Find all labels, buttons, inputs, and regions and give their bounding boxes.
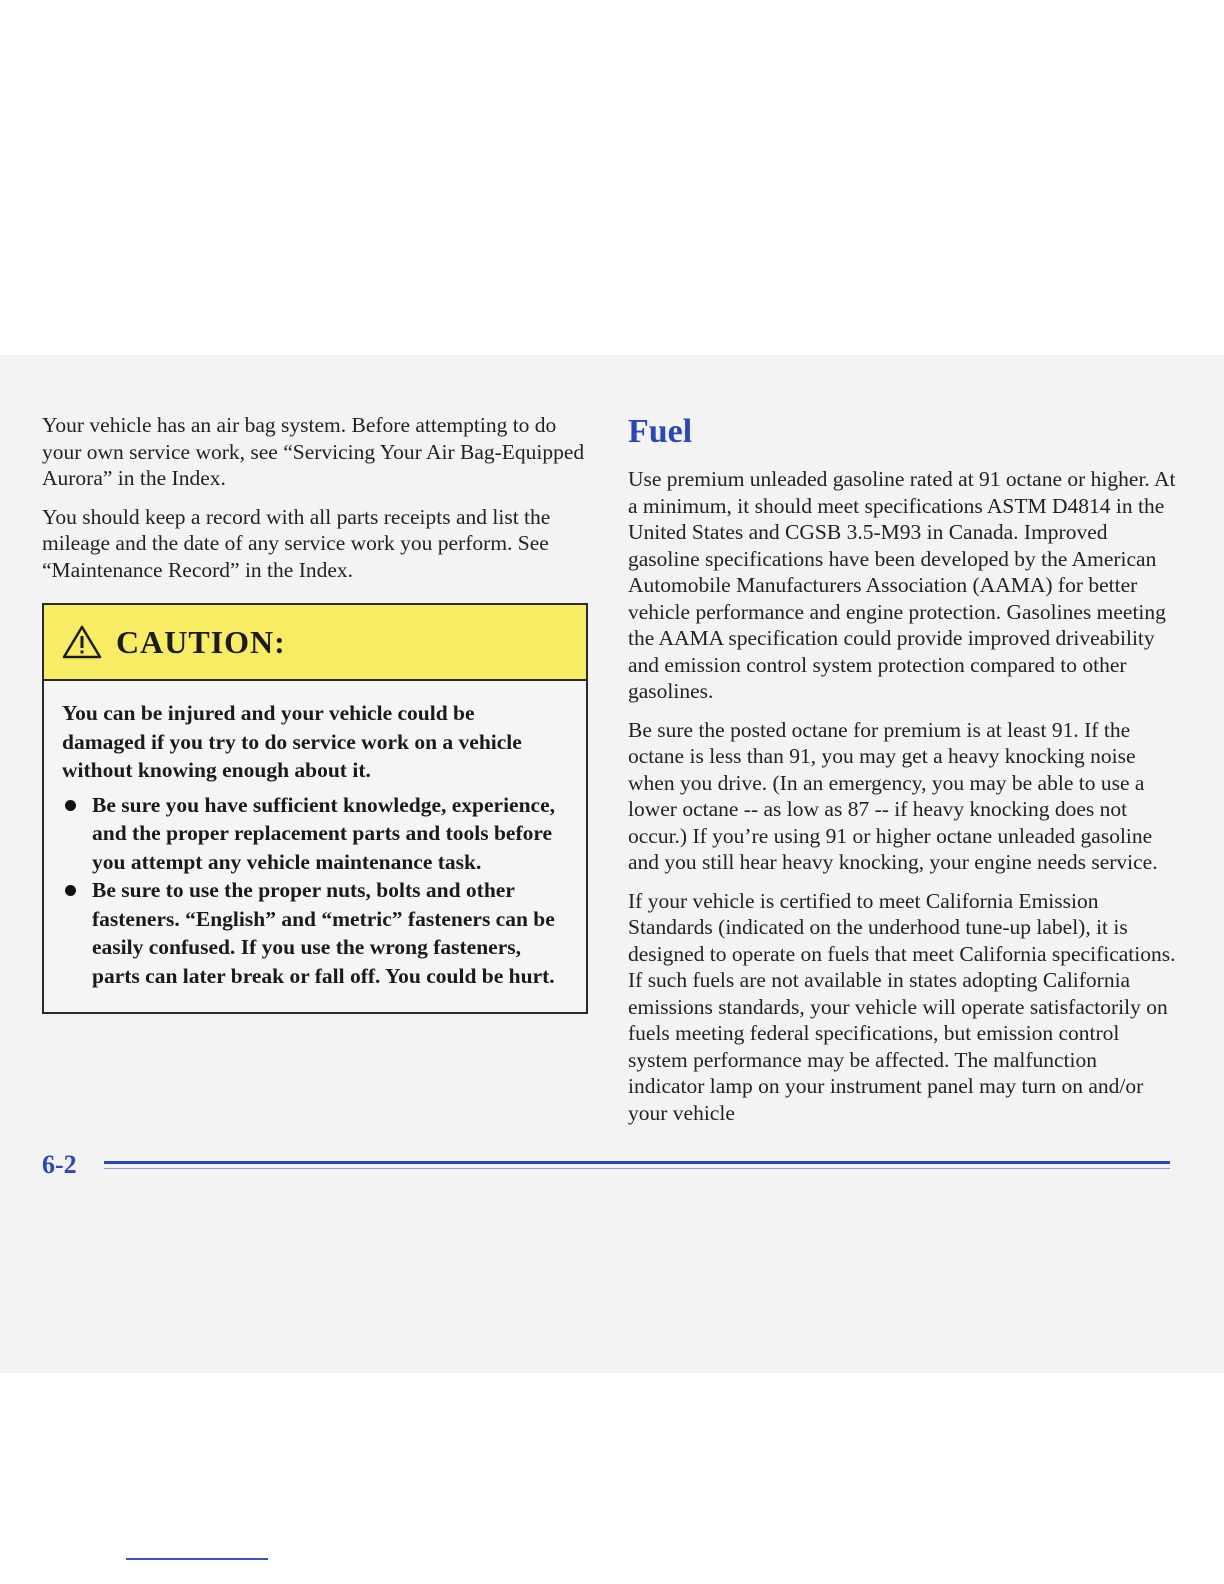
section-title-fuel: Fuel <box>628 413 693 450</box>
footer-rule-thin <box>104 1168 1170 1169</box>
left-column <box>42 412 590 1014</box>
intro-paragraph-1: Your vehicle has an air bag system. Before attempting to do your own service work, see “Servicing Your Air Bag-Equipped Aurora” in the Index. <box>42 413 585 490</box>
caution-box <box>42 603 588 1014</box>
right-column <box>628 412 1176 1138</box>
warning-triangle-icon <box>62 625 102 659</box>
caution-title: CAUTION: <box>116 623 286 660</box>
caution-lead-text: You can be injured and your vehicle could be damaged if you try to do service work on a vehicle without knowing enough about it. <box>62 701 522 782</box>
page-number: 6-2 <box>42 1150 77 1179</box>
bottom-link-rule <box>126 1558 268 1560</box>
bullet-icon <box>65 885 76 896</box>
bullet-icon <box>65 800 76 811</box>
fuel-paragraph-3: If your vehicle is certified to meet California Emission Standards (indicated on the underhood tune-up label), it is designed to operate on fuels that meet California specifications. If such fuels are not available in states adopting California emissions standards, your vehicle will operate satisfactorily on fuels meeting federal specifications, but emission control system performance may be affected. The malfunction indicator lamp on your instrument panel may turn on and/or your vehicle <box>628 888 1176 1125</box>
caution-header <box>44 605 586 681</box>
caution-body <box>44 681 586 1012</box>
fuel-paragraph-2: Be sure the posted octane for premium is at least 91. If the octane is less than 91, you may get a heavy knocking noise when you drive. (In an emergency, you may be able to use a lower octane -- as low as 87 -- if heavy knocking does not occur.) If you’re using 91 or higher octane unleaded gasoline and you still hear heavy knocking, your engine needs service. <box>628 717 1158 874</box>
caution-bullet-item <box>62 876 556 990</box>
caution-bullet-text: Be sure to use the proper nuts, bolts and other fasteners. “English” and “metric” fasteners can be easily confused. If you use the wrong fasteners, parts can later break or fall off. You could be hurt. <box>92 878 555 988</box>
caution-bullet-text: Be sure you have sufficient knowledge, experience, and the proper replacement parts and tools before you attempt any vehicle maintenance task. <box>92 792 556 874</box>
footer-rule <box>104 1161 1170 1164</box>
intro-paragraph-2: You should keep a record with all parts receipts and list the mileage and the date of any service work you perform. See “Maintenance Record” in the Index. <box>42 504 551 582</box>
caution-bullet-item <box>62 791 556 877</box>
fuel-paragraph-1: Use premium unleaded gasoline rated at 91 octane or higher. At a minimum, it should meet specifications ASTM D4814 in the United States and CGSB 3.5-M93 in Canada. Improved gasoline specifications have been developed by the American Automobile Manufacturers Association (AAMA) for better vehicle performance and engine protection. Gasolines meeting the AAMA specification could provide improved driveability and emission control system protection compared to other gasolines. <box>628 467 1176 703</box>
caution-bullet-list <box>62 791 556 991</box>
